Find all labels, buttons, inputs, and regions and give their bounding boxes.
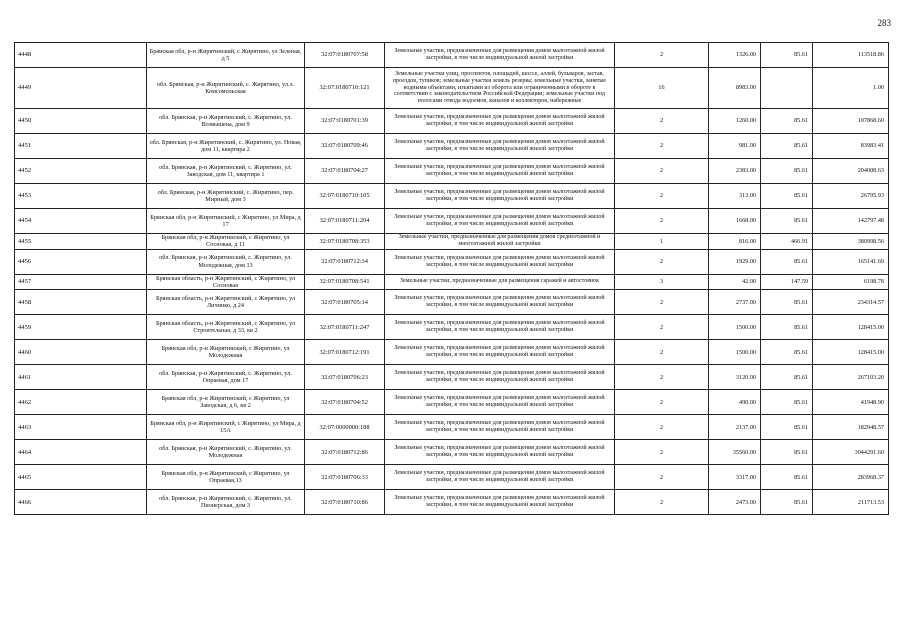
row-number: 4455 bbox=[15, 234, 147, 250]
cadastral-number-cell: 32:07:0180710:86 bbox=[305, 490, 385, 515]
rate-cell: 85.61 bbox=[761, 415, 813, 440]
cadastral-number-cell: 32:07:0180711:204 bbox=[305, 209, 385, 234]
cadastral-number-cell: 32:07:0180701:39 bbox=[305, 109, 385, 134]
table-row bbox=[15, 274, 889, 290]
area-cell: 2137.00 bbox=[709, 415, 761, 440]
cadastral-number-cell: 32:07:0180710:105 bbox=[305, 184, 385, 209]
rate-cell: 85.61 bbox=[761, 490, 813, 515]
row-number: 4462 bbox=[15, 390, 147, 415]
table-row bbox=[15, 43, 889, 68]
rate-cell: 85.61 bbox=[761, 340, 813, 365]
address-cell: Брянская обл, р-н Жирятинский, с Жирятино, ул Мира, д 15А bbox=[147, 415, 305, 440]
cadastral-number-cell: 32:07:0180704:27 bbox=[305, 159, 385, 184]
rate-cell: 466.91 bbox=[761, 234, 813, 250]
address-cell: Брянская обл, р-н Жирятинский, с Жирятино, ул Зеленая, д 5 bbox=[147, 43, 305, 68]
group-cell: 16 bbox=[615, 68, 709, 109]
cadastral-number-cell: 32:07:0180709:46 bbox=[305, 134, 385, 159]
cadastral-number-cell: 32:07:0180712:34 bbox=[305, 249, 385, 274]
row-number: 4458 bbox=[15, 290, 147, 315]
rate-cell: 85.61 bbox=[761, 290, 813, 315]
land-use-cell: Земельные участки, предназначенные для размещения домов малоэтажной жилой застройки, в том числе индивидуальной жилой застройки bbox=[385, 134, 615, 159]
address-cell: Брянская область, р-н Жирятинский, с Жирятино, ул Строительная, д 33, кв 2 bbox=[147, 315, 305, 340]
address-cell: Брянская обл, р-н Жирятинский, с Жирятино, ул Мира, д 17 bbox=[147, 209, 305, 234]
table-row bbox=[15, 184, 889, 209]
cadastral-value-cell: 267103.20 bbox=[813, 365, 889, 390]
rate-cell: 85.61 bbox=[761, 390, 813, 415]
group-cell: 2 bbox=[615, 209, 709, 234]
area-cell: 1929.00 bbox=[709, 249, 761, 274]
cadastral-number-cell: 32:07:0180712:191 bbox=[305, 340, 385, 365]
area-cell: 1668.00 bbox=[709, 209, 761, 234]
group-cell: 1 bbox=[615, 234, 709, 250]
area-cell: 1260.00 bbox=[709, 109, 761, 134]
land-registry-table bbox=[14, 42, 889, 515]
cadastral-number-cell: 32:07:0180708:353 bbox=[305, 234, 385, 250]
table-row bbox=[15, 134, 889, 159]
address-cell: обл. Брянская, р-н Жирятинский, с. Жирятино, ул. Пионерская, дом 3 bbox=[147, 490, 305, 515]
table-body bbox=[15, 43, 889, 515]
rate-cell: 85.61 bbox=[761, 184, 813, 209]
cadastral-value-cell: 128415.00 bbox=[813, 340, 889, 365]
address-cell: Брянская обл, р-н Жирятинский, с Жирятино, ул Опраевая,13 bbox=[147, 465, 305, 490]
cadastral-number-cell: 32:07:0180705:14 bbox=[305, 290, 385, 315]
land-use-cell: Земельные участки, предназначенные для размещения домов малоэтажной жилой застройки, в том числе индивидуальной жилой застройки bbox=[385, 249, 615, 274]
group-cell: 2 bbox=[615, 365, 709, 390]
address-cell: обл. Брянская, р-н Жирятинский, с. Жирятино, ул.л. Комсомольская bbox=[147, 68, 305, 109]
row-number: 4465 bbox=[15, 465, 147, 490]
address-cell: обл. Брянская, р-н Жирятинский, с. Жирятино, ул. Молодежная, дом 13 bbox=[147, 249, 305, 274]
table-row bbox=[15, 415, 889, 440]
cadastral-value-cell: 128415.00 bbox=[813, 315, 889, 340]
area-cell: 313.00 bbox=[709, 184, 761, 209]
rate-cell: 85.61 bbox=[761, 134, 813, 159]
cadastral-value-cell: 107868.60 bbox=[813, 109, 889, 134]
rate-cell: 85.61 bbox=[761, 440, 813, 465]
land-use-cell: Земельные участки, предназначенные для размещения домов малоэтажной жилой застройки, в том числе индивидуальной жилой застройки bbox=[385, 159, 615, 184]
row-number: 4448 bbox=[15, 43, 147, 68]
rate-cell bbox=[761, 68, 813, 109]
row-number: 4454 bbox=[15, 209, 147, 234]
row-number: 4449 bbox=[15, 68, 147, 109]
table-row bbox=[15, 390, 889, 415]
address-cell: обл. Брянская, р-н Жирятинский, с. Жирятино, ул. Опраевая, дом 17 bbox=[147, 365, 305, 390]
area-cell: 2737.00 bbox=[709, 290, 761, 315]
address-cell: Брянская область, р-н Жирятинский, с Жирятино, ул Сосновая bbox=[147, 274, 305, 290]
area-cell: 3120.00 bbox=[709, 365, 761, 390]
area-cell: 1500.00 bbox=[709, 340, 761, 365]
group-cell: 2 bbox=[615, 184, 709, 209]
group-cell: 2 bbox=[615, 490, 709, 515]
area-cell: 2383.00 bbox=[709, 159, 761, 184]
cadastral-value-cell: 204008.63 bbox=[813, 159, 889, 184]
area-cell: 1500.00 bbox=[709, 315, 761, 340]
land-use-cell: Земельные участки, предназначенные для размещения домов малоэтажной жилой застройки, в том числе индивидуальной жилой застройки bbox=[385, 390, 615, 415]
row-number: 4456 bbox=[15, 249, 147, 274]
cadastral-number-cell: 32:07:0180706:33 bbox=[305, 465, 385, 490]
rate-cell: 85.61 bbox=[761, 315, 813, 340]
table-row bbox=[15, 315, 889, 340]
address-cell: Брянская область, р-н Жирятинский, с Жирятино, ул Личинко, д 24 bbox=[147, 290, 305, 315]
table-row bbox=[15, 209, 889, 234]
group-cell: 3 bbox=[615, 274, 709, 290]
cadastral-value-cell: 234314.57 bbox=[813, 290, 889, 315]
address-cell: обл. Брянская, р-н Жирятинский, с. Жирятино, ул. Молодежная bbox=[147, 440, 305, 465]
table-row bbox=[15, 109, 889, 134]
cadastral-value-cell: 1.00 bbox=[813, 68, 889, 109]
cadastral-value-cell: 211713.53 bbox=[813, 490, 889, 515]
table-row bbox=[15, 234, 889, 250]
area-cell: 2473.00 bbox=[709, 490, 761, 515]
table-row bbox=[15, 340, 889, 365]
rate-cell: 85.61 bbox=[761, 109, 813, 134]
cadastral-value-cell: 380998.56 bbox=[813, 234, 889, 250]
area-cell: 42.00 bbox=[709, 274, 761, 290]
cadastral-value-cell: 26795.93 bbox=[813, 184, 889, 209]
table-row bbox=[15, 490, 889, 515]
group-cell: 2 bbox=[615, 340, 709, 365]
row-number: 4466 bbox=[15, 490, 147, 515]
table-row bbox=[15, 465, 889, 490]
land-use-cell: Земельные участки, предназначенные для размещения домов малоэтажной жилой застройки, в том числе индивидуальной жилой застройки bbox=[385, 109, 615, 134]
table-row bbox=[15, 159, 889, 184]
rate-cell: 85.61 bbox=[761, 465, 813, 490]
row-number: 4453 bbox=[15, 184, 147, 209]
row-number: 4460 bbox=[15, 340, 147, 365]
area-cell: 35560.00 bbox=[709, 440, 761, 465]
area-cell: 816.00 bbox=[709, 234, 761, 250]
rate-cell: 85.61 bbox=[761, 365, 813, 390]
land-use-cell: Земельные участки, предназначенные для размещения домов малоэтажной жилой застройки, в том числе индивидуальной жилой застройки bbox=[385, 490, 615, 515]
cadastral-value-cell: 41948.90 bbox=[813, 390, 889, 415]
cadastral-value-cell: 83983.41 bbox=[813, 134, 889, 159]
area-cell: 3317.00 bbox=[709, 465, 761, 490]
group-cell: 2 bbox=[615, 440, 709, 465]
rate-cell: 85.61 bbox=[761, 209, 813, 234]
address-cell: обл. Брянская, р-н Жирятинский, с. Жирятино, ул. Заводская, дом 11, квартира 1 bbox=[147, 159, 305, 184]
cadastral-value-cell: 165141.69 bbox=[813, 249, 889, 274]
land-use-cell: Земельные участки, предназначенные для размещения домов малоэтажной жилой застройки, в том числе индивидуальной жилой застройки bbox=[385, 209, 615, 234]
land-use-cell: Земельные участки, предназначенные для размещения домов малоэтажной жилой застройки, в том числе индивидуальной жилой застройки bbox=[385, 184, 615, 209]
rate-cell: 147.59 bbox=[761, 274, 813, 290]
cadastral-number-cell: 32:07:0180706:23 bbox=[305, 365, 385, 390]
row-number: 4450 bbox=[15, 109, 147, 134]
area-cell: 981.00 bbox=[709, 134, 761, 159]
table-row bbox=[15, 440, 889, 465]
cadastral-value-cell: 142797.48 bbox=[813, 209, 889, 234]
cadastral-value-cell: 3044291.60 bbox=[813, 440, 889, 465]
cadastral-number-cell: 32:07:0180704:52 bbox=[305, 390, 385, 415]
group-cell: 2 bbox=[615, 43, 709, 68]
land-use-cell: Земельные участки улиц, проспектов, площадей, шоссе, аллей, бульваров, застав, проездов, тупиков; земельные участки земель резерва; земельные участки, занятые водными объектами, изъятыми из оборота или ограниченными в обороте в соответствии с законодательством Российской Федерации; земельные участки под полосами отвода водоемов, каналов и коллекторов, набережные bbox=[385, 68, 615, 109]
land-use-cell: Земельные участки, предназначенные для размещения домов среднеэтажной и многоэтажной жилой застройки bbox=[385, 234, 615, 250]
address-cell: Брянская обл, р-н Жирятинский, с Жирятино, ул Заводская, д 6, кв 2 bbox=[147, 390, 305, 415]
address-cell: обл. Брянская, р-н Жирятинский, с. Жирятино, ул. Возвышена, дом 9 bbox=[147, 109, 305, 134]
rate-cell: 85.61 bbox=[761, 159, 813, 184]
cadastral-number-cell: 32:07:0180711:247 bbox=[305, 315, 385, 340]
rate-cell: 85.61 bbox=[761, 249, 813, 274]
row-number: 4459 bbox=[15, 315, 147, 340]
group-cell: 2 bbox=[615, 315, 709, 340]
rate-cell: 85.61 bbox=[761, 43, 813, 68]
land-use-cell: Земельные участки, предназначенные для размещения домов малоэтажной жилой застройки, в том числе индивидуальной жилой застройки bbox=[385, 315, 615, 340]
group-cell: 2 bbox=[615, 134, 709, 159]
row-number: 4457 bbox=[15, 274, 147, 290]
land-use-cell: Земельные участки, предназначенные для размещения домов малоэтажной жилой застройки, в том числе индивидуальной жилой застройки bbox=[385, 465, 615, 490]
land-use-cell: Земельные участки, предназначенные для размещения домов малоэтажной жилой застройки, в том числе индивидуальной жилой застройки bbox=[385, 43, 615, 68]
land-use-cell: Земельные участки, предназначенные для размещения гаражей и автостоянок bbox=[385, 274, 615, 290]
table-row bbox=[15, 365, 889, 390]
address-cell: обл. Брянская, р-н Жирятинский, с. Жирятино, ул. Новая, дом 11, квартира 2 bbox=[147, 134, 305, 159]
group-cell: 2 bbox=[615, 390, 709, 415]
address-cell: обл. Брянская, р-н Жирятинский, с. Жирятино, пер. Мирный, дом 3 bbox=[147, 184, 305, 209]
cadastral-value-cell: 113518.86 bbox=[813, 43, 889, 68]
table-row bbox=[15, 68, 889, 109]
cadastral-number-cell: 32:07:0180712:86 bbox=[305, 440, 385, 465]
group-cell: 2 bbox=[615, 159, 709, 184]
row-number: 4463 bbox=[15, 415, 147, 440]
cadastral-number-cell: 32:07:0180707:58 bbox=[305, 43, 385, 68]
table-row bbox=[15, 290, 889, 315]
address-cell: Брянская обл, р-н Жирятинский, с Жирятино, ул Молодежная bbox=[147, 340, 305, 365]
cadastral-value-cell: 283968.37 bbox=[813, 465, 889, 490]
table-row bbox=[15, 249, 889, 274]
row-number: 4451 bbox=[15, 134, 147, 159]
group-cell: 2 bbox=[615, 249, 709, 274]
land-use-cell: Земельные участки, предназначенные для размещения домов малоэтажной жилой застройки, в том числе индивидуальной жилой застройки bbox=[385, 415, 615, 440]
cadastral-value-cell: 182948.57 bbox=[813, 415, 889, 440]
address-cell: Брянская обл, р-н Жирятинский, с Жирятино, ул Сосновая, д 11 bbox=[147, 234, 305, 250]
area-cell: 490.00 bbox=[709, 390, 761, 415]
land-use-cell: Земельные участки, предназначенные для размещения домов малоэтажной жилой застройки, в том числе индивидуальной жилой застройки bbox=[385, 290, 615, 315]
land-use-cell: Земельные участки, предназначенные для размещения домов малоэтажной жилой застройки, в том числе индивидуальной жилой застройки bbox=[385, 365, 615, 390]
row-number: 4452 bbox=[15, 159, 147, 184]
area-cell: 8983.00 bbox=[709, 68, 761, 109]
cadastral-value-cell: 6198.78 bbox=[813, 274, 889, 290]
group-cell: 2 bbox=[615, 465, 709, 490]
area-cell: 1326.00 bbox=[709, 43, 761, 68]
land-use-cell: Земельные участки, предназначенные для размещения домов малоэтажной жилой застройки, в том числе индивидуальной жилой застройки bbox=[385, 340, 615, 365]
page-number: 283 bbox=[877, 18, 891, 28]
row-number: 4464 bbox=[15, 440, 147, 465]
group-cell: 2 bbox=[615, 290, 709, 315]
cadastral-number-cell: 32:07:0180710:121 bbox=[305, 68, 385, 109]
row-number: 4461 bbox=[15, 365, 147, 390]
cadastral-number-cell: 32:07:0000000:188 bbox=[305, 415, 385, 440]
land-use-cell: Земельные участки, предназначенные для размещения домов малоэтажной жилой застройки, в том числе индивидуальной жилой застройки bbox=[385, 440, 615, 465]
group-cell: 2 bbox=[615, 415, 709, 440]
cadastral-number-cell: 32:07:0180708:541 bbox=[305, 274, 385, 290]
group-cell: 2 bbox=[615, 109, 709, 134]
